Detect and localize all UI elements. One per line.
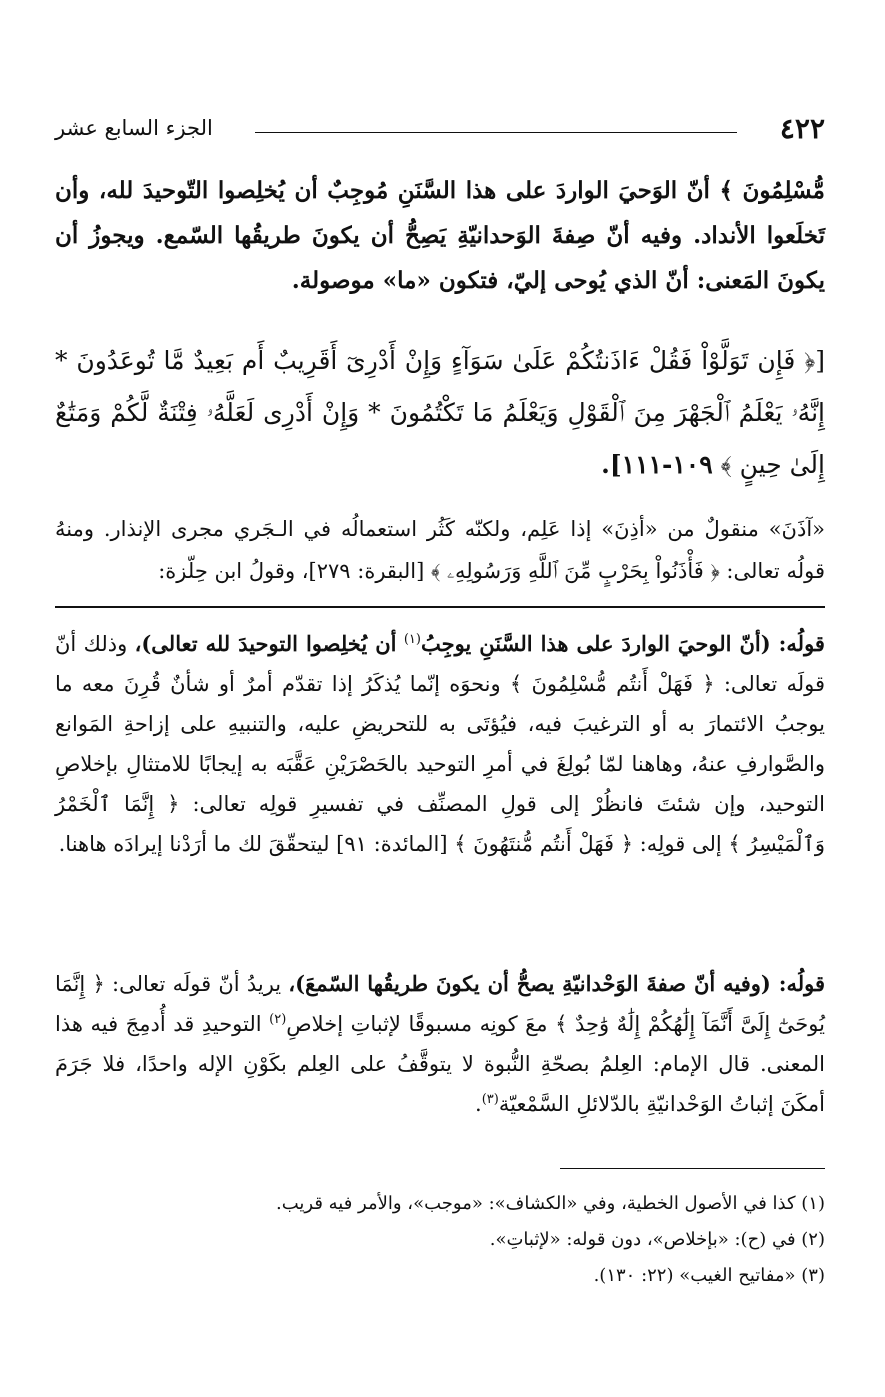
- lexical-note: «آذَنَ» منقولٌ من «أذِنَ» إذا عَلِم، ولكنّه كَثُر استعمالُه في الـجَري مجرى الإنذار. ومنهُ قولُه تعالى: ﴿ فَأْذَنُواْ بِحَرْبٍ مِّنَ ٱللَّهِ وَرَسُولِهِۦ ﴾ [البقرة: ٢٧٩]، وقولُ ابن حِلّزة:: [55, 517, 825, 583]
- commentary-paragraph-1: [55, 624, 825, 864]
- section-title: الجزء السابع عشر: [55, 116, 213, 140]
- footnotes: [55, 1186, 825, 1294]
- footnote-3: (٣) «مفاتيح الغيب» (٢٢: ١٣٠).: [593, 1265, 825, 1286]
- commentary-divider: [55, 606, 825, 608]
- verse-reference: ١٠٩-١١١].: [601, 450, 713, 479]
- footnote-2: (٢) في (ح): «بإخلاص»، دون قوله: «لإثباتِ».: [489, 1229, 825, 1250]
- commentary-lemma-2: قولُه: (وفيه أنّ صفةَ الوَحْدانيّةِ يصحُّ أن يكونَ طريقُها السّمعَ)،: [288, 971, 826, 996]
- page-header: [55, 112, 825, 152]
- page-number: ٤٢٢: [779, 112, 825, 145]
- footnote-divider: [560, 1168, 825, 1169]
- footnote-marker-2: (٢): [269, 1012, 287, 1027]
- main-paragraph: مُّسْلِمُونَ ﴾ أنّ الوَحيَ الواردَ على هذا السَّنَنِ مُوجِبٌ أن يُخلِصوا التّوحيدَ لله، وأن تَخلَعوا الأنداد. وفيه أنّ صِفةَ الوَحدانيّةِ يَصِحُّ أن يكونَ طريقُها السّمع. ويجوزُ أن يكونَ المَعنى: أنّ الذي يُوحى إليّ، فتكون «ما» موصولة.: [55, 177, 825, 294]
- footnote-marker-3: (٣): [481, 1092, 499, 1107]
- commentary-end: .: [475, 1092, 482, 1116]
- commentary-lemma-1-end: أن يُخلِصوا التوحيدَ لله تعالى)،: [134, 631, 397, 656]
- quran-verse: [﴿ فَإِن تَوَلَّوْاْ فَقُلْ ءَاذَنتُكُمْ عَلَىٰ سَوَآءٍ وَإِنْ أَدْرِىٓ أَقَرِيبٌ أَم بَعِيدٌ مَّا تُوعَدُونَ * إِنَّهُۥ يَعْلَمُ ٱلْجَهْرَ مِنَ ٱلْقَوْلِ وَيَعْلَمُ مَا تَكْتُمُونَ * وَإِنْ أَدْرِى لَعَلَّهُۥ فِتْنَةٌ لَّكُمْ وَمَتَٰعٌ إِلَىٰ حِينٍ ﴾: [55, 346, 825, 479]
- commentary-text-2a: يريدُ أنّ قولَه تعالى: ﴿ إِنَّمَا يُوحَىٰٓ إِلَىَّ أَنَّمَآ إِلَٰهُكُمْ إِلَٰهٌ وَٰحِدٌ ﴾ معَ كونِه مسبوقًا لإثباتِ إخلاصِ: [55, 972, 825, 1036]
- quran-verse-block: [55, 335, 825, 491]
- commentary-text-2b: التوحيدِ قد أُدمِجَ فيه هذا المعنى. قال الإمام: العِلمُ بصحّةِ النُّبوة لا يتوقَّفُ على العِلم بكَوْنِ الإله واحدًا، فلا جَرَمَ أمكَنَ إثباتُ الوَحْدانيّةِ بالدّلائلِ السَّمْعيّة: [55, 1012, 825, 1116]
- commentary-lemma-1: قولُه: (أنّ الوحيَ الواردَ على هذا السَّنَنِ يوجِبُ: [420, 631, 825, 656]
- commentary-text-1: وذلك أنّ قولَه تعالى: ﴿ فَهَلْ أَنتُم مُّسْلِمُونَ ﴾ ونحوَه إنّما يُذكَرُ إذا تقدّم أمرٌ أو شأنٌ قُرِنَ معه ما يوجبُ الائتمارَ به أو الترغيبَ فيه، فيُؤتَى به للتحريضِ عليه، والتنبيهِ على إزاحةِ المَوانع والصَّوارفِ عنهُ، وهاهنا لمّا بُولِغَ في أمرِ التوحيد بالحَصْرَيْنِ عَقَّبَه به إيجابًا للامتثالِ بإخلاصِ التوحيد، وإن شئتَ فانظُرْ إلى قولِ المصنِّف في تفسيرِ قولِه تعالى: ﴿ إِنَّمَا ٱلْخَمْرُ وَٱلْمَيْسِرُ ﴾ إلى قولِه: ﴿ فَهَلْ أَنتُم مُّنتَهُونَ ﴾ [المائدة: ٩١] ليتحقّقَ لك ما أرَدْنا إيرادَه هاهنا.: [55, 632, 825, 856]
- header-rule: [255, 132, 737, 133]
- footnote-1: (١) كذا في الأصول الخطية، وفي «الكشاف»: «موجب»، والأمر فيه قريب.: [275, 1193, 825, 1214]
- footnote-marker-1: (١): [403, 632, 421, 647]
- commentary-paragraph-2: [55, 964, 825, 1124]
